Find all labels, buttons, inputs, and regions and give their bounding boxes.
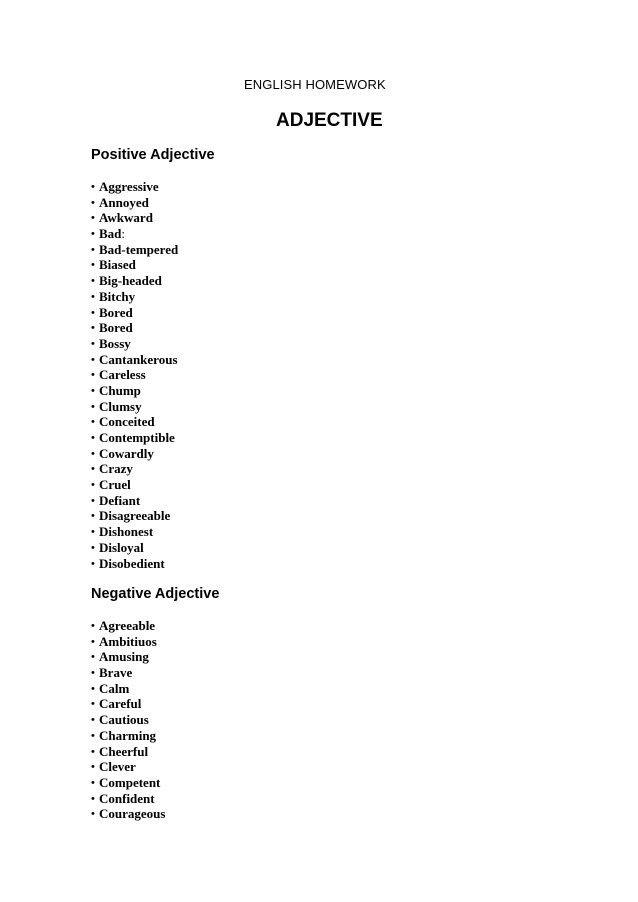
bullet-icon: • xyxy=(91,259,95,272)
list-item xyxy=(91,744,165,760)
bullet-icon: • xyxy=(91,526,95,539)
list-item xyxy=(91,696,165,712)
bullet-icon: • xyxy=(91,745,95,758)
bullet-icon: • xyxy=(91,306,95,319)
list-item xyxy=(91,618,165,634)
bullet-icon: • xyxy=(91,212,95,225)
adjective-word: Biased xyxy=(99,257,136,273)
bullet-icon: • xyxy=(91,479,95,492)
list-item xyxy=(91,305,178,321)
list-item xyxy=(91,352,178,368)
list-item xyxy=(91,257,178,273)
adjective-word: Cowardly xyxy=(99,445,154,461)
bullet-icon: • xyxy=(91,761,95,774)
adjective-word: Careless xyxy=(99,367,146,383)
bullet-icon: • xyxy=(91,369,95,382)
adjective-word: Courageous xyxy=(99,806,166,822)
adjective-suffix: : xyxy=(121,226,126,242)
list-item xyxy=(91,414,178,430)
bullet-icon: • xyxy=(91,714,95,727)
list-item xyxy=(91,226,178,242)
adjective-word: Competent xyxy=(99,774,161,790)
list-item xyxy=(91,806,165,822)
list-item xyxy=(91,524,178,540)
adjective-word: Bad-tempered xyxy=(99,241,179,257)
list-item xyxy=(91,759,165,775)
list-item xyxy=(91,430,178,446)
adjective-word: Bad xyxy=(99,226,122,242)
adjective-word: Aggressive xyxy=(99,179,159,194)
list-item xyxy=(91,556,178,572)
adjective-word: Clever xyxy=(99,759,136,775)
bullet-icon: • xyxy=(91,243,95,256)
bullet-icon: • xyxy=(91,494,95,507)
bullet-icon: • xyxy=(91,322,95,335)
adjective-word: Contemptible xyxy=(99,430,175,445)
bullet-icon: • xyxy=(91,432,95,444)
adjective-word: Amusing xyxy=(99,649,149,665)
adjective-word: Charming xyxy=(99,727,157,743)
adjective-word: Bitchy xyxy=(99,288,136,304)
bullet-icon: • xyxy=(91,228,95,241)
list-item xyxy=(91,242,178,258)
section-heading-positive: Positive Adjective xyxy=(91,147,215,163)
document-header: ENGLISH HOMEWORK xyxy=(244,77,386,92)
adjective-word: Cantankerous xyxy=(99,351,178,367)
bullet-icon: • xyxy=(91,416,95,429)
bullet-icon: • xyxy=(91,384,95,397)
document-title: ADJECTIVE xyxy=(276,110,383,131)
list-item xyxy=(91,446,178,462)
list-item xyxy=(91,493,178,509)
adjective-word: Cheerful xyxy=(99,743,149,759)
adjective-word: Defiant xyxy=(99,492,141,508)
list-item xyxy=(91,399,178,415)
adjective-word: Clumsy xyxy=(99,398,142,414)
list-item xyxy=(91,461,178,477)
bullet-icon: • xyxy=(91,541,95,554)
bullet-icon: • xyxy=(91,400,95,413)
list-item xyxy=(91,665,165,681)
bullet-icon: • xyxy=(91,667,95,680)
list-item xyxy=(91,728,165,744)
list-item xyxy=(91,791,165,807)
bullet-icon: • xyxy=(91,651,95,664)
list-item xyxy=(91,775,165,791)
list-item xyxy=(91,273,178,289)
bullet-icon: • xyxy=(91,510,95,523)
bullet-icon: • xyxy=(91,290,95,303)
bullet-icon: • xyxy=(91,447,95,460)
list-item xyxy=(91,289,178,305)
bullet-icon: • xyxy=(91,808,95,821)
adjective-word: Agreeable xyxy=(99,618,156,633)
adjective-word: Annoyed xyxy=(99,194,149,210)
adjective-word: Chump xyxy=(99,382,141,398)
list-item xyxy=(91,320,178,336)
bullet-icon: • xyxy=(91,792,95,805)
adjective-word: Cautious xyxy=(99,712,149,728)
list-item xyxy=(91,367,178,383)
bullet-icon: • xyxy=(91,682,95,695)
adjective-word: Brave xyxy=(99,665,133,681)
adjective-word: Cruel xyxy=(99,477,131,493)
bullet-icon: • xyxy=(91,181,95,193)
adjective-word: Bored xyxy=(99,320,133,336)
list-item xyxy=(91,508,178,524)
bullet-icon: • xyxy=(91,729,95,742)
bullet-icon: • xyxy=(91,635,95,648)
negative-adjective-list xyxy=(91,618,165,822)
list-item xyxy=(91,383,178,399)
bullet-icon: • xyxy=(91,620,95,632)
bullet-icon: • xyxy=(91,557,95,570)
adjective-word: Conceited xyxy=(99,414,155,430)
adjective-word: Calm xyxy=(99,680,130,696)
adjective-word: Ambitiuos xyxy=(99,633,157,649)
bullet-icon: • xyxy=(91,353,95,366)
bullet-icon: • xyxy=(91,776,95,789)
list-item xyxy=(91,634,165,650)
list-item xyxy=(91,210,178,226)
adjective-word: Disloyal xyxy=(99,539,144,555)
bullet-icon: • xyxy=(91,196,95,209)
adjective-word: Crazy xyxy=(99,461,133,477)
bullet-icon: • xyxy=(91,275,95,288)
list-item xyxy=(91,179,178,195)
adjective-word: Disobedient xyxy=(99,555,165,571)
list-item xyxy=(91,649,165,665)
adjective-word: Bossy xyxy=(99,335,131,351)
adjective-word: Awkward xyxy=(99,210,153,226)
adjective-word: Dishonest xyxy=(99,524,154,540)
list-item xyxy=(91,195,178,211)
adjective-word: Bored xyxy=(99,304,133,320)
positive-adjective-list xyxy=(91,179,178,571)
list-item xyxy=(91,477,178,493)
list-item xyxy=(91,336,178,352)
bullet-icon: • xyxy=(91,698,95,711)
section-heading-negative: Negative Adjective xyxy=(91,586,220,602)
adjective-word: Disagreeable xyxy=(99,508,171,524)
list-item xyxy=(91,712,165,728)
bullet-icon: • xyxy=(91,463,95,476)
adjective-word: Big-headed xyxy=(99,273,162,289)
list-item xyxy=(91,681,165,697)
bullet-icon: • xyxy=(91,337,95,350)
adjective-word: Careful xyxy=(99,696,142,712)
adjective-word: Confident xyxy=(99,790,155,806)
list-item xyxy=(91,540,178,556)
